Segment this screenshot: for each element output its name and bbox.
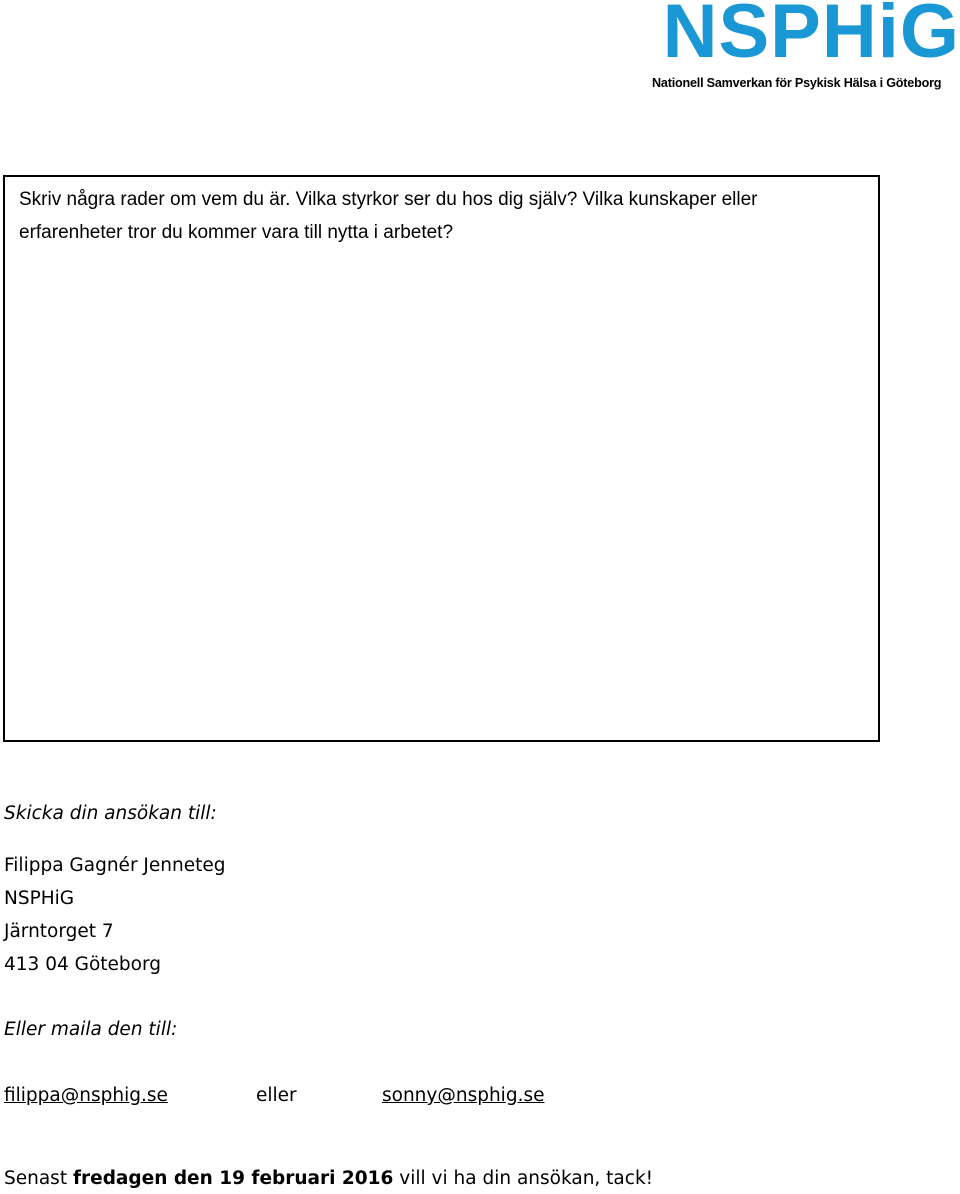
email-row-2 xyxy=(382,1085,544,1106)
email-separator: eller xyxy=(256,1085,297,1106)
deadline-date: fredagen den 19 februari 2016 xyxy=(72,1168,394,1189)
question-prompt: Skriv några rader om vem du är. Vilka styrkor ser du hos dig själv? Vilka kunskaper eller erfarenheter tror du kommer vara till nytta i arbetet? xyxy=(19,189,758,243)
nsphig-logo xyxy=(648,0,960,96)
recipient-postal: 413 04 Göteborg xyxy=(4,954,161,975)
deadline-line xyxy=(4,1168,653,1189)
deadline-prefix: Senast xyxy=(4,1168,73,1189)
recipient-org: NSPHiG xyxy=(4,888,75,909)
recipient-name: Filippa Gagnér Jenneteg xyxy=(4,855,226,876)
deadline-suffix: vill vi ha din ansökan, tack! xyxy=(393,1168,654,1189)
email-link-sonny[interactable]: sonny@nsphig.se xyxy=(382,1085,545,1106)
recipient-street: Järntorget 7 xyxy=(4,921,114,942)
logo-wordmark: NSPHiG xyxy=(662,0,960,74)
email-heading: Eller maila den till: xyxy=(4,1019,178,1040)
email-link-filippa[interactable]: filippa@nsphig.se xyxy=(4,1085,168,1106)
logo-subtitle: Nationell Samverkan för Psykisk Hälsa i Göteborg xyxy=(652,76,942,90)
answer-textarea[interactable] xyxy=(3,175,880,742)
email-row xyxy=(4,1085,168,1106)
send-to-heading: Skicka din ansökan till: xyxy=(4,803,217,824)
